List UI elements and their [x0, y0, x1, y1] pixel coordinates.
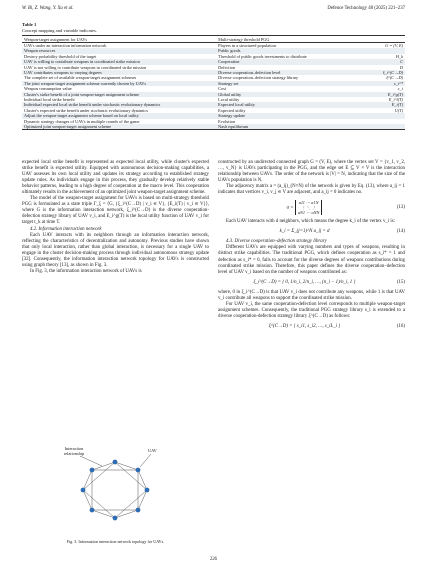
table-caption: [22, 22, 97, 33]
table-cell: U(T): [394, 107, 403, 113]
table-cell: Nash equilibrium: [216, 124, 370, 130]
eq13-lhs: a =: [286, 205, 294, 211]
left-paragraph-1: expected local strike benefit is represented as expected local utility, while cluster's expected strike benefit is expected utility. Equipped with autonomous decision-making capabilities, a UAV assesses its own local utility and updates its strategy according to established strategy update rules. As individuals engage in this process, they gradually develop relatively stable behavior patterns, leading to a high degree of cooperation at the macro level. This cooperation ultimately results in the achievement of an optimized joint weapon-target assignment scheme.: [22, 160, 209, 196]
table-cell: [185, 36, 216, 43]
figure-label-interaction: Interaction relationship: [63, 446, 85, 456]
eq16-number: (16): [396, 323, 405, 329]
header-journal: Defence Technology 48 (2025) 221–237: [327, 6, 405, 11]
table-cell: Weapon-target assignment for UAVs: [22, 36, 185, 43]
running-header: [22, 6, 405, 16]
figure-caption: Fig. 3. Information interaction network topology for UAVs.: [66, 539, 165, 544]
section-heading-4-3: 4.3. Diverse cooperation–defection strategy library: [226, 239, 327, 245]
table-cell: ξ_i^(C→D): [370, 70, 405, 75]
table-cell: Multi-strategy threshold PGG: [216, 36, 370, 43]
table-cell: Players in a structured population: [218, 42, 276, 48]
matrix-row-3: aN1 ⋯ aNN: [297, 210, 320, 216]
concept-mapping-table: [22, 35, 405, 130]
table-cell: UAV is not willing to contribute weapons in coordinated strike mission: [24, 64, 147, 70]
table-cell: E_i^g(T): [370, 92, 405, 97]
table-cell: E_i(T): [370, 102, 405, 107]
table-cell: Strategy update: [216, 113, 370, 118]
table-cell: Cluster's strike benefit of a joint weapon-target assignment scheme: [22, 92, 185, 97]
right-paragraph-4: Different UAVs are equipped with varying numbers and types of weapons, resulting in distinct strike capabilities. The traditional PGG, which defines cooperation as s_i* = 1 and defection as s_i* = 0, fails to account for the diverse degrees of weapons contributions during coordinated strike mission. Therefore, this paper defines the diverse cooperation–defection level of UAV v_i based on the number of weapons contributed as:: [218, 245, 405, 275]
table-cell: Defection: [218, 64, 236, 70]
table-cell: E_i^l(T): [388, 96, 403, 102]
equation-14: [218, 229, 405, 235]
table-cell: Individual local strike benefit: [24, 96, 75, 102]
table-cell: Local utility: [218, 96, 240, 102]
figure-3: [22, 440, 209, 552]
section-heading-4-2: 4.2. Information interaction network: [30, 226, 102, 232]
network-topology-diagram: [22, 440, 209, 538]
table-cell: c_i: [397, 86, 403, 92]
table-row: [22, 124, 405, 130]
table-header-row: [22, 36, 405, 43]
eq15-body: ξ_i^(C→D) = { 0, 1/n_i, 2/n_i, …, (n_i − 1)/n_i, 1 }: [253, 279, 356, 285]
table-cell: H_k: [395, 53, 403, 59]
table-cell: Evolution: [218, 118, 236, 124]
table-cell: Cost: [218, 86, 227, 92]
table-cell: Adjust the weapon-target assignment scheme based on local utility: [22, 113, 185, 118]
matrix-row-1: a11 ⋯ a1N: [298, 200, 319, 206]
table-cell: C: [370, 59, 405, 64]
left-paragraph-4: In Fig. 3, the information interaction network of UAVs is: [30, 268, 142, 274]
left-paragraph-2: The model of the weapon-target assignment for UAVs is based on multi-strategy threshold PGG is formulated as a state triple Γ_ξ = ⟨G, {ξ_i^(C→D) | v_i ∈ V}, {E_i(T) | v_i ∈ V}⟩, where G is the information interaction network, ξ_i^(C→D) is the diverse cooperation-defection strategy library of UAV v_i, and E_i^g(T) is the local utility function of UAV v_i for target t_k at time T.: [22, 196, 209, 226]
table-cell: Weapon consumption value: [24, 86, 72, 92]
adjacency-matrix: [295, 200, 323, 215]
table-cell: s_i^*: [370, 81, 405, 86]
page-number: 226: [209, 557, 218, 562]
header-authors: W. Bi, Z. Wang, Y. Xu et al.: [22, 6, 74, 11]
right-paragraph-1: constructed by an undirected connected graph G = (V, E), where the vertex set V = {v_1, v_2, …, v_N} is UAVs participating in the PGG, and the edge set E ⊆ V × V is the interaction relationship between UAVs. The order of the network is |V| = N, indicating that the size of the UAVs population is N.: [218, 160, 405, 184]
right-paragraph-3: Each UAV interacts with d neighbors, which means the degree k_i of the vertex v_i is:: [226, 219, 396, 225]
eq14-body: k_i = Σ_(j=1)^N a_ij = d: [279, 229, 330, 235]
eq16-body: ξ^(C→D) = { s_i1, s_i2, …, s_iL_i }: [268, 323, 341, 329]
table-cell: Cluster's expected strike benefit under stochastic evolutionary dynamics: [24, 107, 149, 113]
right-paragraph-5: where, 0 in ξ_i^(C→D) is that UAV v_i does not contribute any weapons, while 1 is that UAV v_i contribute all weapons to support the coordinated strike mission.: [218, 289, 405, 301]
matrix-row-2: ⋮ ⋱ ⋮: [301, 205, 317, 211]
table-cell: Cooperation: [216, 59, 370, 64]
right-paragraph-2: The adjacency matrix a = (a_ij)_(N×N) of the network is given by Eq. (13), where a_ij = 1 indicates that vertices v_i, v_j ∈ V are adjacent, and a_ij = 0 indicates no.: [218, 184, 405, 196]
figure-label-uav: UAV: [148, 448, 157, 453]
table-cell: [370, 36, 405, 43]
eq13-number: (13): [396, 204, 405, 210]
equation-15: [218, 280, 405, 286]
table-cell: Strategy set: [216, 81, 370, 86]
table-cell: G = (V, E): [385, 42, 403, 48]
table-cell: ξ^(C→D): [386, 75, 403, 81]
left-column: [22, 160, 209, 275]
table-label: Table 1: [22, 22, 37, 27]
table-cell: Global utility: [216, 92, 370, 97]
equation-13: [218, 200, 405, 215]
eq14-number: (14): [396, 229, 405, 235]
right-column: [218, 160, 405, 334]
table-cell: Dynamic strategy changes of UAVs in multiple rounds of the game: [24, 118, 140, 124]
table-cell: Expected local utility: [216, 102, 370, 107]
table-cell: UAV is willing to contribute weapons in coordinated strike mission: [22, 59, 185, 64]
table-cell: Weapon resources: [22, 48, 185, 53]
table-title: Concept mapping and variable indicates.: [22, 27, 97, 33]
right-paragraph-6: For UAV v_i, the same cooperation-defection level corresponds to multiple weapon-target assignment schemes. Consequently, the traditional PGG strategy library s_i is extended to a diverse cooperation-defection strategy library ξ^(C→D) as follows:: [218, 301, 405, 319]
table-cell: Expected utility: [218, 107, 246, 113]
table-cell: Individual expected local strike benefit under stochastic evolutionary dynamics: [22, 102, 185, 107]
table-cell: Destroy probability threshold of the target: [24, 53, 97, 59]
table-cell: UAVs under an interaction information network: [24, 42, 107, 48]
table-cell: Public goods: [216, 48, 370, 53]
table-cell: [370, 124, 405, 130]
table-cell: D: [399, 64, 403, 70]
table-cell: Diverse cooperation–defection level: [216, 70, 370, 75]
left-paragraph-3: Each UAV interacts with its neighbors through an information interaction network, reflecting the characteristics of decentralization and autonomy. Previous studies have shown that only local interaction, rather than global interaction, is necessary for a single UAV to engage in the cluster decision-making process through individual autonomous strategy update [32]. Consequently, the information interaction network topology for UAVs is constructed using graph theory [13], as shown in Fig. 3.: [22, 232, 209, 268]
table-cell: [185, 124, 216, 130]
table-cell: Diverse cooperation–defection strategy library: [218, 75, 299, 81]
table-cell: Threshold of public goods investments to distribute: [218, 53, 307, 59]
table-cell: The joint weapon-target assignment scheme currently chosen by UAVs: [22, 81, 185, 86]
table-cell: The complete set of available weapon-target assignment schemes: [24, 75, 137, 81]
eq15-number: (15): [396, 279, 405, 285]
table-cell: UAV contributes weapons to varying degrees: [22, 70, 185, 75]
equation-16: [218, 324, 405, 330]
table-cell: Optimized joint weapon-target assignment scheme: [22, 124, 185, 130]
